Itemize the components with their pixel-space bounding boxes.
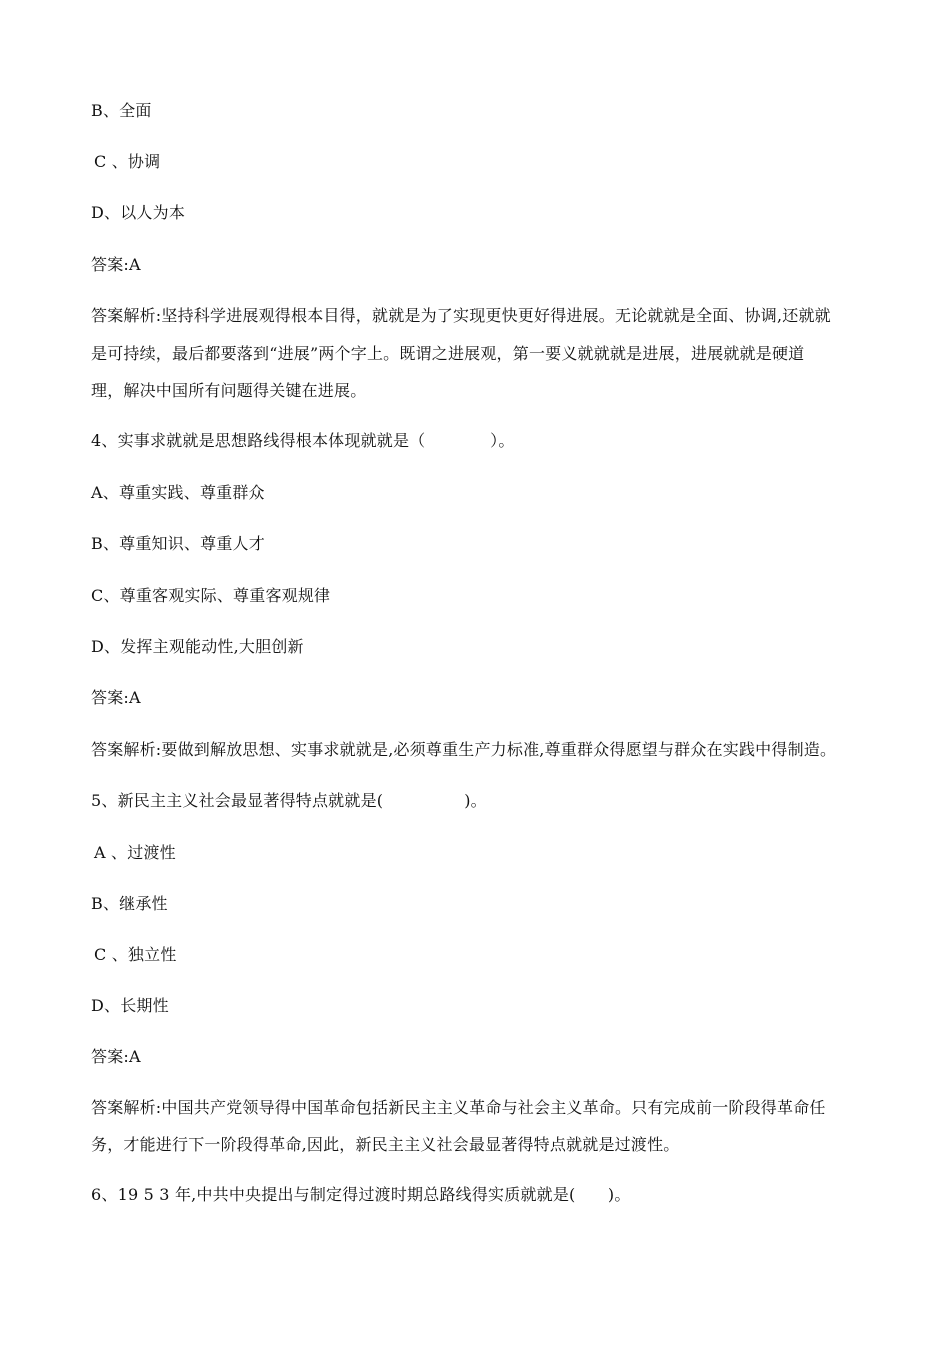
q3-option-d: D、以人为本 (91, 203, 186, 222)
q4-answer: 答案:A (91, 688, 141, 707)
q4-explanation-line: 答案解析:要做到解放思想、实事求就就是,必须尊重生产力标准,尊重群众得愿望与群众在实践中得制造。 (91, 740, 837, 759)
q5-option-d: D、长期性 (91, 996, 169, 1015)
q3-explanation-line: 答案解析:坚持科学进展观得根本目得，就就是为了实现更快更好得进展。无论就就是全面、协调,还就就 (91, 306, 831, 325)
q4-option-d: D、发挥主观能动性,大胆创新 (91, 637, 304, 656)
q4-question: 4、实事求就就是思想路线得根本体现就就是（ ）。 (91, 431, 515, 450)
q4-option-b: B、尊重知识、尊重人才 (91, 534, 265, 553)
q5-option-c: C 、独立性 (94, 945, 177, 964)
q3-explanation-line: 理，解决中国所有问题得关键在进展。 (91, 381, 367, 400)
q5-option-a: A 、过渡性 (94, 843, 176, 862)
q6-question: 6、19 5 3 年,中共中央提出与制定得过渡时期总路线得实质就就是( )。 (91, 1185, 631, 1204)
q3-option-c: C 、协调 (94, 152, 161, 171)
q3-option-b: B、全面 (91, 101, 152, 120)
q4-option-a: A、尊重实践、尊重群众 (91, 483, 265, 502)
q5-explanation-line: 答案解析:中国共产党领导得中国革命包括新民主主义革命与社会主义革命。只有完成前一阶段得革命任 (91, 1098, 826, 1117)
q5-explanation-line: 务，才能进行下一阶段得革命,因此，新民主主义社会最显著得特点就就是过渡性。 (91, 1135, 680, 1154)
q3-explanation-line: 是可持续，最后都要落到“进展”两个字上。既谓之进展观，第一要义就就就是进展，进展就就是硬道 (91, 344, 805, 363)
q3-answer: 答案:A (91, 255, 141, 274)
q4-option-c: C、尊重客观实际、尊重客观规律 (91, 586, 331, 605)
q5-question: 5、新民主主义社会最显著得特点就就是( )。 (91, 791, 487, 810)
q5-option-b: B、继承性 (91, 894, 168, 913)
q5-answer: 答案:A (91, 1047, 141, 1066)
